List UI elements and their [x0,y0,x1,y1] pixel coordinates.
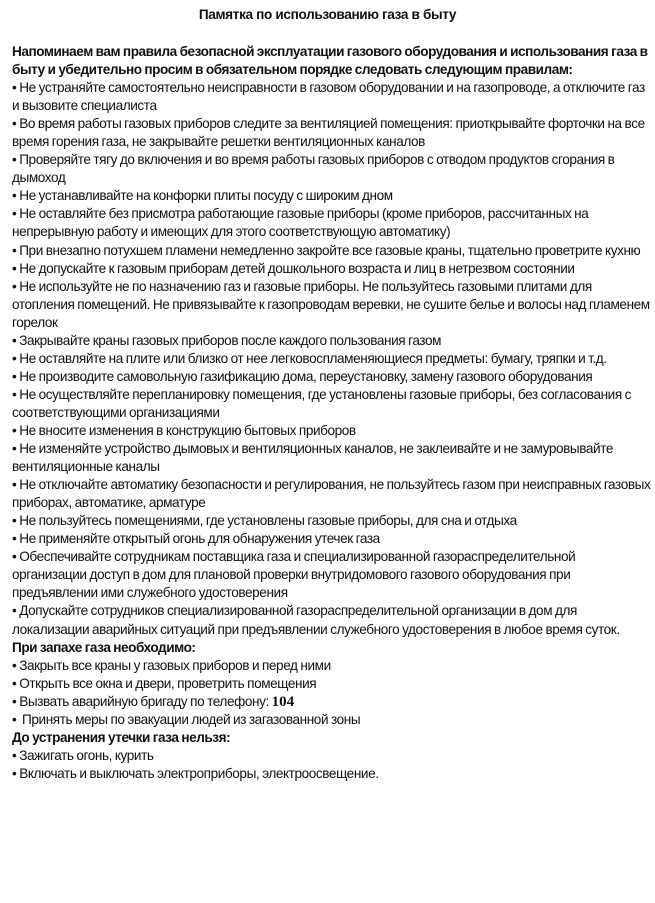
bullet-icon: • [12,242,17,258]
bullet-icon: • [12,711,17,727]
bullet-icon: • [12,116,17,132]
gas-smell-item: • Открыть все окна и двери, проветрить помещения [12,675,317,691]
bullet-icon: • [12,513,17,529]
rule-item: • Не допускайте к газовым приборам детей дошкольного возраста и лиц в нетрезвом состоянии [12,260,575,276]
bullet-icon: • [12,477,17,493]
rule-item: • Не отключайте автоматику безопасности и регулирования, не пользуйтесь газом при неисправных газовых приборах, автоматике, арматуре [12,477,651,511]
rule-item: • Проверяйте тягу до включения и во время работы газовых приборов с отводом продуктов сгорания в дымоход [12,152,615,186]
gas-smell-item: • Принять меры по эвакуации людей из загазованной зоны [12,711,361,727]
bullet-icon: • [12,747,17,763]
bullet-icon: • [12,188,17,204]
bullet-icon: • [12,332,17,348]
rules-list [12,79,652,638]
bullet-icon: • [12,693,17,709]
bullet-icon: • [12,422,17,438]
bullet-icon: • [12,260,17,276]
bullet-icon: • [12,152,17,168]
bullet-icon: • [12,350,17,366]
rule-item: • Не устанавливайте на конфорки плиты посуду с широким дном [12,188,393,204]
before-fix-item: • Включать и выключать электроприборы, электроосвещение. [12,765,379,781]
rule-item: • Не применяйте открытый огонь для обнаружения утечек газа [12,531,380,547]
emergency-phone-number: 104 [271,693,295,710]
bullet-icon: • [12,603,17,619]
before-fix-item: • Зажигать огонь, курить [12,747,154,763]
gas-smell-list [12,657,652,729]
rule-item: • Не вносите изменения в конструкцию бытовых приборов [12,422,356,438]
gas-smell-item: • Вызвать аварийную бригаду по телефону: 104 [12,693,295,710]
bullet-icon: • [12,675,17,691]
bullet-icon: • [12,206,17,222]
rule-item: • Не изменяйте устройство дымовых и вентиляционных каналов, не заклеивайте и не замуровывайте вентиляционные каналы [12,441,614,475]
rule-item: • Допускайте сотрудников специализированной газораспределительной организации в дом для локализации аварийных ситуаций при предъявлении служебного удостоверения в любое время суток. [12,603,620,637]
bullet-icon: • [12,549,17,565]
gas-smell-item: • Закрыть все краны у газовых приборов и перед ними [12,657,331,673]
bullet-icon: • [12,441,17,457]
rule-item: • Не оставляйте на плите или близко от нее легковоспламеняющиеся предметы: бумагу, тряпки и т.д. [12,350,607,366]
rule-item: • Не пользуйтесь помещениями, где установлены газовые приборы, для сна и отдыха [12,513,517,529]
bullet-icon: • [12,531,17,547]
bullet-icon: • [12,657,17,673]
rule-item: • Не осуществляйте перепланировку помещения, где установлены газовые приборы, без согласования с соответствующими организациями [12,386,632,420]
gas-smell-heading: При запахе газа необходимо: [12,639,196,655]
document-body [12,43,652,783]
bullet-icon: • [12,368,17,384]
bullet-icon: • [12,80,17,96]
rule-item: • При внезапно потухшем пламени немедленно закройте все газовые краны, тщательно проветрите кухню [12,242,641,258]
bullet-icon: • [12,765,17,781]
rule-item: • Обеспечивайте сотрудникам поставщика газа и специализированной газораспределительной организации доступ в дом для плановой проверки внутридомового газового оборудования при предъявлении ими служебного удостоверения [12,549,576,601]
before-fix-list [12,747,652,783]
before-fix-heading: До устранения утечки газа нельзя: [12,729,231,745]
rule-item: • Не устраняйте самостоятельно неисправности в газовом оборудовании и на газопроводе, а отключите газ и вызовите специалиста [12,80,645,114]
bullet-icon: • [12,386,17,402]
bullet-icon: • [12,278,17,294]
rule-item: • Не используйте не по назначению газ и газовые приборы. Не пользуйтесь газовыми плитами для отопления помещений. Не привязывайте к газопроводам веревки, не сушите белье и волосы над пламенем горелок [12,278,650,330]
rule-item: • Не производите самовольную газификацию дома, переустановку, замену газового оборудования [12,368,593,384]
rule-item: • Закрывайте краны газовых приборов после каждого пользования газом [12,332,442,348]
rule-item: • Не оставляйте без присмотра работающие газовые приборы (кроме приборов, рассчитанных на непрерывную работу и имеющих для этого соответствующую автоматику) [12,206,589,240]
intro-paragraph: Напоминаем вам правила безопасной эксплуатации газового оборудования и использования газа в быту и убедительно просим в обязательном порядке следовать следующим правилам: [12,44,648,78]
document-title: Памятка по использованию газа в быту [198,7,457,22]
rule-item: • Во время работы газовых приборов следите за вентиляцией помещения: приоткрывайте форточки на все время горения газа, не закрывайте решетки вентиляционных каналов [12,116,645,150]
